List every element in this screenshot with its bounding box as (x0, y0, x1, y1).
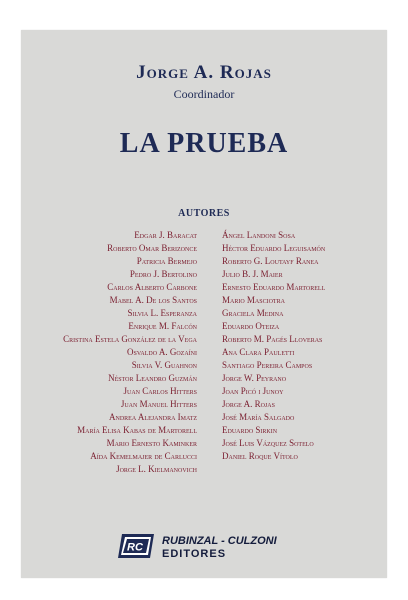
author-name: Silvia V. Guahnon (131, 360, 197, 370)
author-name: Carlos Alberto Carbone (107, 282, 197, 292)
publisher-name: RUBINZAL - CULZONI (162, 535, 277, 547)
author-name: Eduardo Oteiza (222, 321, 280, 331)
authors-right-column (222, 229, 325, 463)
author-name: Edgar J. Baracat (134, 230, 197, 240)
author-name: Mario Masciotra (222, 295, 285, 305)
author-name: María Elisa Kabas de Martorell (77, 425, 197, 435)
author-name: Jorge A. Rojas (222, 399, 275, 409)
author-name: Santiago Pereira Campos (222, 360, 313, 370)
publisher-logo-text: RC (127, 541, 143, 554)
authors-left-column (63, 229, 197, 476)
author-name: Aída Kemelmajer de Carlucci (90, 451, 197, 461)
editor-name: Jorge A. Rojas (136, 62, 272, 83)
author-name: Patricia Bermejo (136, 256, 197, 266)
author-name: José Luis Vázquez Sotelo (222, 438, 314, 448)
author-name: Ernesto Eduardo Martorell (222, 282, 326, 292)
author-name: Pedro J. Bertolino (129, 269, 197, 279)
author-name: Joan Picó i Junoy (222, 386, 284, 396)
author-name: Ángel Landoni Sosa (222, 230, 296, 240)
author-name: Enrique M. Falcón (128, 321, 197, 331)
author-name: Daniel Roque Vítolo (222, 451, 298, 461)
author-name: Mabel A. De los Santos (109, 295, 197, 305)
author-name: José María Salgado (222, 412, 295, 422)
author-name: Julio B. J. Maier (222, 269, 283, 279)
author-name: Roberto G. Loutayf Ranea (222, 256, 319, 266)
book-title: LA PRUEBA (119, 128, 289, 159)
publisher-logo-icon (116, 532, 156, 560)
publisher-subtitle: EDITORES (162, 548, 227, 560)
author-name: Cristina Estela González de la Vega (63, 334, 197, 344)
author-name: Juan Carlos Hitters (123, 386, 197, 396)
author-name: Mario Ernesto Kaminker (106, 438, 197, 448)
author-name: Graciela Medina (222, 308, 284, 318)
publisher-block (116, 532, 306, 564)
author-name: Eduardo Sirkin (222, 425, 278, 435)
author-name: Héctor Eduardo Leguisamón (222, 243, 326, 253)
author-name: Jorge W. Peyrano (222, 373, 287, 383)
author-name: Roberto M. Pagés Lloveras (222, 334, 323, 344)
author-name: Andrea Alejandra Imatz (109, 412, 197, 422)
author-name: Osvaldo A. Gozaíni (127, 347, 197, 357)
author-name: Silvia L. Esperanza (127, 308, 197, 318)
author-name: Jorge L. Kielmanovich (116, 464, 197, 474)
book-cover (21, 30, 387, 578)
author-name: Néstor Leandro Guzmán (108, 373, 197, 383)
author-name: Ana Clara Pauletti (222, 347, 295, 357)
authors-heading: AUTORES (178, 208, 230, 219)
author-name: Roberto Omar Berizonce (107, 243, 197, 253)
author-name: Juan Manuel Hitters (120, 399, 197, 409)
editor-role: Coordinador (173, 87, 235, 101)
